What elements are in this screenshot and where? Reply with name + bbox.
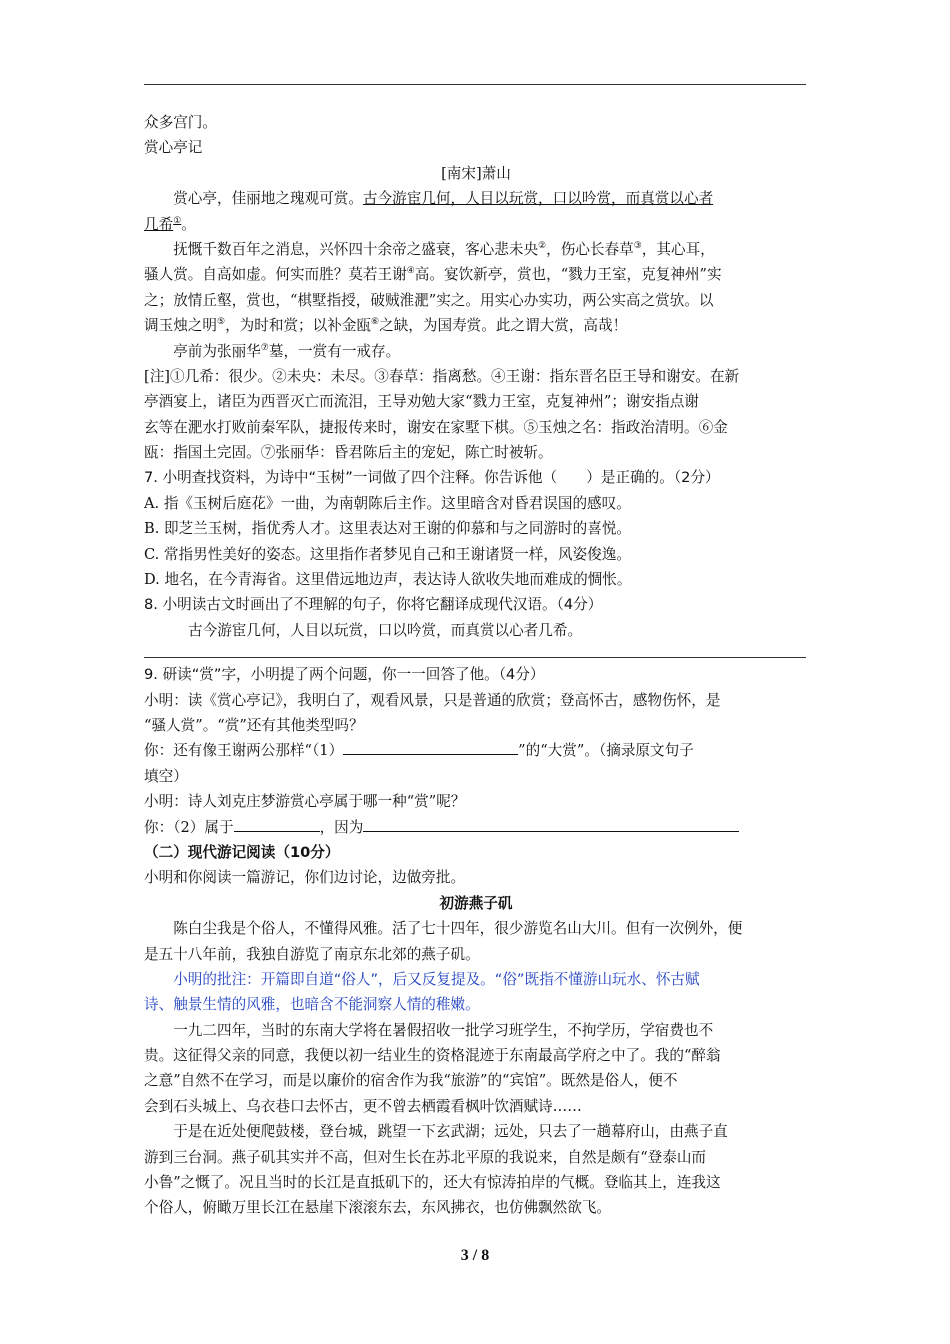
question-9-dialogue: 小明：读《赏心亭记》，我明白了，观看风景，只是普通的欣赏；登高怀古，感物伤怀，是 xyxy=(144,691,721,709)
header-rule xyxy=(144,84,806,85)
page-number: 3 / 8 xyxy=(460,1247,490,1264)
footnote-mark: ⑤ xyxy=(216,317,226,328)
essay-author: [南宋]萧山 xyxy=(441,164,511,182)
question-9-dialogue: “骚人赏”。“赏”还有其他类型吗？ xyxy=(144,716,364,734)
fill-blank-2[interactable] xyxy=(234,816,320,832)
article-title: 初游燕子矶 xyxy=(439,894,513,912)
essay-paragraph-1-cont: 几希①。 xyxy=(144,215,196,233)
article-paragraph-1: 陈白尘我是个俗人，不懂得风雅。活了七十四年，很少游览名山大川。但有一次例外，便 xyxy=(173,920,743,938)
article-paragraph-2-cont: 之意”自然不在学习，而是以廉价的宿舍作为我“旅游”的“宾馆”。既然是俗人，便不 xyxy=(144,1072,678,1090)
question-9-dialogue: 你：（2）属于 ，因为 xyxy=(144,815,808,840)
section-intro: 小明和你阅读一篇游记，你们边讨论，边做旁批。 xyxy=(144,869,466,887)
fill-blank-1[interactable] xyxy=(343,739,518,755)
essay-paragraph-1: 赏心亭，佳丽地之瑰观可赏。古今游宦几何，人目以玩赏，口以吟赏，而真赏以心者 xyxy=(173,190,714,208)
annotation-comment: 小明的批注：开篇即自道“俗人”，后又反复提及。“俗”既指不懂游山玩水、怀古赋 xyxy=(173,970,700,988)
footnote-mark: ③ xyxy=(633,241,642,252)
essay-heading: 赏心亭记 xyxy=(144,139,203,157)
question-7: 7. 小明查找资料，为诗中“玉树”一词做了四个注释。你告诉他（ ）是正确的。（2分） xyxy=(144,469,720,487)
option-b: B. 即芝兰玉树，指优秀人才。这里表达对王谢的仰慕和与之同游时的喜悦。 xyxy=(144,520,632,538)
question-9: 9. 研读“赏”字，小明提了两个问题，你一一回答了他。（4分） xyxy=(144,666,545,684)
article-paragraph-2-cont: 会到石头城上、乌衣巷口去怀古，更不曾去栖霞看枫叶饮酒赋诗…… xyxy=(144,1097,582,1115)
essay-paragraph-3: 亭前为张丽华⑦墓，一赏有一戒存。 xyxy=(173,342,401,360)
page-content xyxy=(144,110,808,1221)
essay-paragraph-2-cont: 调玉烛之明⑤，为时和赏；以补金瓯⑥之缺，为国寿赏。此之谓大赏，高哉！ xyxy=(144,317,628,335)
notes-line: 玄等在淝水打败前秦军队，捷报传来时，谢安在家墅下棋。⑤玉烛之名：指政治清明。⑥金 xyxy=(144,418,728,436)
fill-blank-3[interactable] xyxy=(363,816,739,832)
question-9-dialogue: 填空） xyxy=(144,767,188,785)
notes-line: 亭酒宴上，诸臣为西晋灭亡而流泪，王导劝勉大家“戮力王室，克复神州”；谢安指点谢 xyxy=(144,393,699,411)
option-d: D. 地名，在今青海省。这里借远地边声，表达诗人欲收失地而难成的惆怅。 xyxy=(144,571,632,589)
footnote-mark: ⑥ xyxy=(371,317,380,328)
article-paragraph-3-cont: 游到三台洞。燕子矶其实并不高，但对生长在苏北平原的我说来，自然是颇有“登泰山而 xyxy=(144,1148,707,1166)
option-c: C. 常指男性美好的姿态。这里指作者梦见自己和王谢诸贤一样，风姿俊逸。 xyxy=(144,545,631,563)
footnote-mark: ④ xyxy=(406,266,415,277)
footnote-mark: ⑦ xyxy=(260,342,269,353)
question-9-dialogue: 小明：诗人刘克庄梦游赏心亭属于哪一种“赏”呢？ xyxy=(144,793,466,811)
annotation-comment-cont: 诗、触景生情的风雅，也暗含不能洞察人情的稚嫩。 xyxy=(144,996,480,1014)
notes-line: [注]①几希：很少。②未央：未尽。③春草：指离愁。④王谢：指东晋名臣王导和谢安。在新 xyxy=(144,367,740,385)
essay-paragraph-2: 抚慨千数百年之消息，兴怀四十余帝之盛衰，客心悲未央②，伤心长春草③，其心耳， xyxy=(173,240,715,258)
essay-paragraph-2-cont: 骚人赏。自高如虚。何实而胜？莫若王谢④高。宴饮新亭，赏也，“戮力王室，克复神州”实 xyxy=(144,266,722,284)
article-paragraph-2: 一九二四年，当时的东南大学将在暑假招收一批学习班学生，不拘学历，学宿费也不 xyxy=(173,1021,714,1039)
option-a: A. 指《玉树后庭花》一曲，为南朝陈后主作。这里暗含对昏君误国的感叹。 xyxy=(144,494,631,512)
article-paragraph-3: 于是在近处便爬鼓楼，登台城，跳望一下玄武湖；远处，只去了一趟幕府山，由燕子直 xyxy=(173,1123,728,1141)
footnote-mark: ② xyxy=(538,241,547,252)
underlined-sentence: 古今游宦几何，人目以玩赏，口以吟赏，而真赏以心者 xyxy=(362,190,714,208)
text-line: 众多宫门。 xyxy=(144,114,217,131)
article-paragraph-3-cont: 个俗人，俯瞰万里长江在悬崖下滚滚东去，东风拂衣，也仿佛飘然欲飞。 xyxy=(144,1199,612,1217)
question-8-sentence: 古今游宦几何，人目以玩赏，口以吟赏，而真赏以心者几希。 xyxy=(188,621,583,639)
section-heading: （二）现代游记阅读（10分） xyxy=(144,843,340,861)
notes-line: 瓯：指国土完固。⑦张丽华：昏君陈后主的宠妃，陈亡时被斩。 xyxy=(144,444,553,462)
answer-line[interactable] xyxy=(144,647,806,658)
article-paragraph-2-cont: 贵。这征得父亲的同意，我便以初一结业生的资格混迹于东南最高学府之中了。我的“醉翁 xyxy=(144,1047,721,1065)
question-9-dialogue: 你：还有像王谢两公那样“（1） ”的“大赏”。（摘录原文句子 xyxy=(144,738,808,763)
question-8: 8. 小明读古文时画出了不理解的句子，你将它翻译成现代汉语。（4分） xyxy=(144,596,603,614)
article-paragraph-1-cont: 是五十八年前，我独自游览了南京东北郊的燕子矶。 xyxy=(144,945,480,963)
essay-paragraph-2-cont: 之；放情丘壑，赏也，“棋墅指授，破贼淮淝”实之。用实心办实功，两公实高之赏欤。以 xyxy=(144,291,714,309)
article-paragraph-3-cont: 小鲁”之慨了。况且当时的长江是直抵矶下的，还大有惊涛拍岸的气概。登临其上，连我这 xyxy=(144,1174,721,1192)
footnote-mark: ① xyxy=(173,215,182,226)
